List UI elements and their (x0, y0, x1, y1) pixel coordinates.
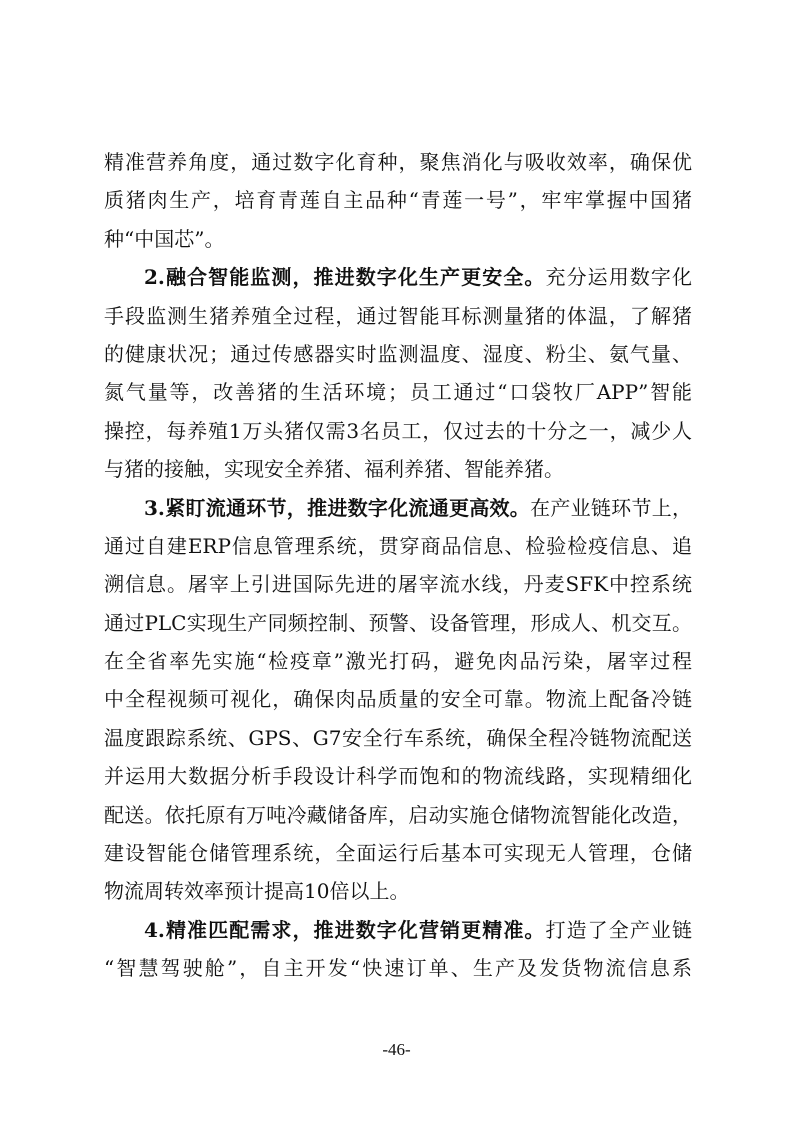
line-text: 氮气量等，改善猪的生活环境；员工通过“口袋牧厂APP”智能 (104, 380, 692, 405)
line-text: 建设智能仓储管理系统，全面运行后基本可实现无人管理，仓储 (104, 841, 692, 866)
text-line (104, 565, 692, 603)
text-line (104, 143, 692, 181)
text-line (104, 949, 692, 987)
line-text: 物流周转效率预计提高10倍以上。 (104, 879, 410, 904)
text-line (104, 258, 692, 296)
text-line (104, 335, 692, 373)
line-text: 充分运用数字化 (545, 265, 692, 290)
line-text: 打造了全产业链 (545, 917, 692, 942)
text-line (104, 373, 692, 411)
text-line (104, 911, 692, 949)
text-line (104, 872, 692, 910)
line-text: 通过自建ERP信息管理系统，贯穿商品信息、检验检疫信息、追 (104, 533, 692, 558)
text-line (104, 642, 692, 680)
text-line (104, 719, 692, 757)
text-line (104, 604, 692, 642)
line-text: 并运用大数据分析手段设计科学而饱和的物流线路，实现精细化 (104, 764, 692, 789)
line-text: 在产业链环节上， (530, 495, 692, 520)
line-text: 质猪肉生产，培育青莲自主品种“青莲一号”，牢牢掌握中国猪 (104, 188, 692, 213)
section-lead: 3.紧盯流通环节，推进数字化流通更高效。 (144, 495, 531, 520)
section-lead: 4.精准匹配需求，推进数字化营销更精准。 (144, 917, 546, 942)
line-text: 与猪的接触，实现安全养猪、福利养猪、智能养猪。 (104, 457, 564, 482)
text-line (104, 757, 692, 795)
text-line (104, 489, 692, 527)
line-text: 操控，每养殖1万头猪仅需3名员工，仅过去的十分之一，减少人 (104, 418, 692, 443)
line-text: 精准营养角度，通过数字化育种，聚焦消化与吸收效率，确保优 (104, 150, 692, 174)
line-text: 通过PLC实现生产同频控制、预警、设备管理，形成人、机交互。 (104, 610, 692, 635)
text-line (104, 834, 692, 872)
text-line (104, 680, 692, 718)
text-line (104, 297, 692, 335)
line-text: 手段监测生猪养殖全过程，通过智能耳标测量猪的体温，了解猪 (104, 303, 692, 328)
text-line (104, 181, 692, 219)
section-lead: 2.融合智能监测，推进数字化生产更安全。 (144, 265, 546, 290)
line-text: 配送。依托原有万吨冷藏储备库，启动实施仓储物流智能化改造， (104, 802, 692, 827)
body-text (104, 143, 692, 988)
line-text: 种“中国芯”。 (104, 226, 225, 251)
text-line (104, 450, 692, 488)
text-line (104, 527, 692, 565)
page-number: -46- (382, 1040, 411, 1059)
text-line (104, 220, 692, 258)
line-text: 温度跟踪系统、GPS、G7安全行车系统，确保全程冷链物流配送 (104, 725, 692, 750)
text-line (104, 796, 692, 834)
line-text: 中全程视频可视化，确保肉品质量的安全可靠。物流上配备冷链 (104, 687, 692, 712)
line-text: 溯信息。屠宰上引进国际先进的屠宰流水线，丹麦SFK中控系统 (104, 572, 692, 597)
text-line (104, 412, 692, 450)
line-text: “智慧驾驶舱”，自主开发“快速订单、生产及发货物流信息系 (104, 956, 692, 981)
line-text: 的健康状况；通过传感器实时监测温度、湿度、粉尘、氨气量、 (104, 341, 692, 366)
line-text: 在全省率先实施“检疫章”激光打码，避免肉品污染，屠宰过程 (104, 649, 692, 674)
